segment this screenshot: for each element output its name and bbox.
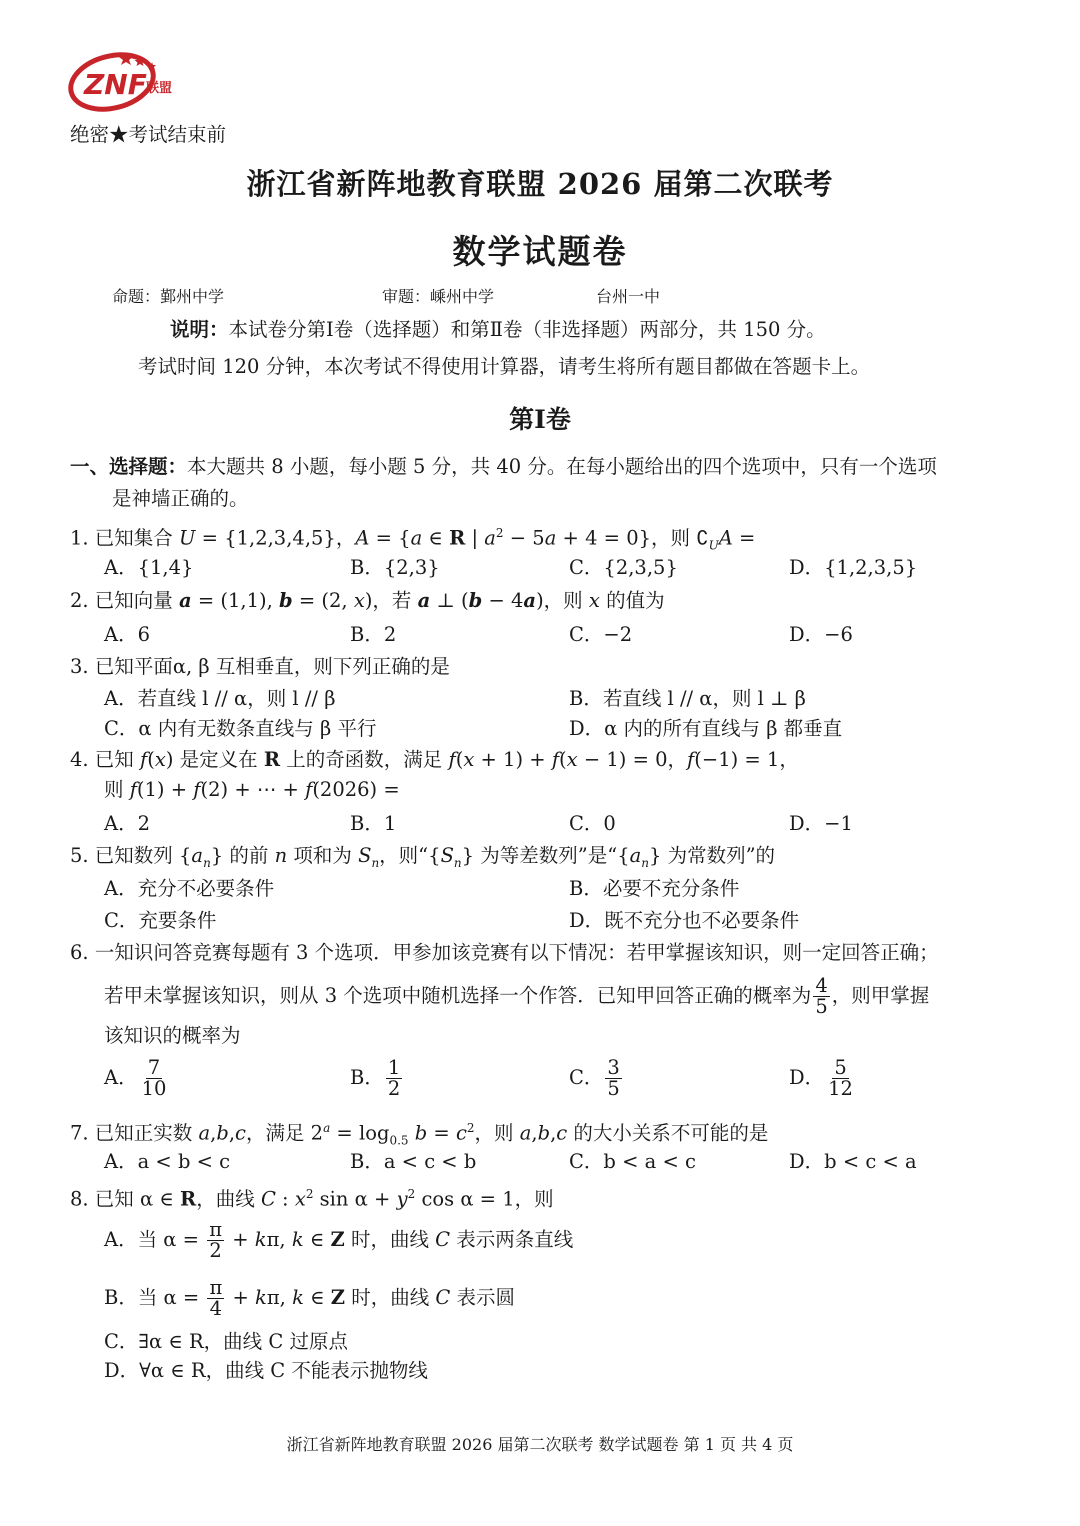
- q6-option-a[interactable]: A． $\frac{7}{10}$: [104, 1055, 167, 1100]
- q2-option-c[interactable]: C．−2: [569, 623, 633, 646]
- q4-option-b[interactable]: B．1: [350, 812, 397, 835]
- q5-option-c[interactable]: C．充要条件: [104, 909, 217, 932]
- instructions-line-2: 考试时间 120 分钟，本次考试不得使用计算器，请考生将所有题目都做在答题卡上。: [138, 355, 871, 378]
- q4-option-d[interactable]: D．−1: [789, 812, 853, 835]
- part-heading-cont: 是神墙正确的。: [112, 487, 249, 510]
- q6-stem-end: 该知识的概率为: [104, 1024, 241, 1047]
- q2-option-a[interactable]: A．6: [104, 623, 150, 646]
- instructions-line-1: 说明：本试卷分第Ⅰ卷（选择题）和第Ⅱ卷（非选择题）两部分，共 150 分。: [170, 318, 826, 341]
- q1-option-c[interactable]: C．{2,3,5}: [569, 556, 678, 579]
- svg-text:联盟: 联盟: [146, 81, 173, 96]
- q5-stem: 5. 已知数列 $\{a_n\}$ 的前 n 项和为 $S_n$，则“$\{S_n\}$ 为等差数列”是“$\{a_n\}$ 为常数列”的: [70, 844, 776, 870]
- q6-option-b[interactable]: B． $\frac{1}{2}$: [350, 1055, 401, 1100]
- q3-option-a[interactable]: A．若直线 l // α，则 l // β: [104, 687, 336, 710]
- q5-option-b[interactable]: B．必要不充分条件: [569, 877, 740, 900]
- subject-title: 数学试题卷: [452, 232, 628, 271]
- q2-option-d[interactable]: D．−6: [789, 623, 853, 646]
- page-footer: 浙江省新阵地教育联盟 2026 届第二次联考 数学试题卷 第 1 页 共 4 页: [286, 1435, 794, 1454]
- q4-option-c[interactable]: C．0: [569, 812, 616, 835]
- q4-stem-cont: 则 f(1) + f(2) + ⋯ + f(2026) =: [104, 778, 400, 801]
- confidential-label: 绝密★考试结束前: [70, 123, 227, 146]
- q6-option-c[interactable]: C． $\frac{3}{5}$: [569, 1055, 620, 1100]
- svg-text:ZNF: ZNF: [84, 68, 147, 101]
- q7-option-c[interactable]: C．b < a < c: [569, 1150, 696, 1173]
- q3-option-c[interactable]: C．α 内有无数条直线与 β 平行: [104, 717, 377, 740]
- q6-stem: 6. 一知识问答竞赛每题有 3 个选项．甲参加该竞赛有以下情况：若甲掌握该知识，则一定回答正确；: [70, 941, 939, 964]
- q8-option-a[interactable]: A．当 α = $\frac{\pi}{2}$ + kπ, k ∈ Z 时，曲线 C 表示两条直线: [104, 1217, 574, 1262]
- q1-option-d[interactable]: D．{1,2,3,5}: [789, 556, 918, 579]
- q7-stem: 7. 已知正实数 a,b,c，满足 $2^a = \log_{0.5} b = c^2$，则 a,b,c 的大小关系不可能的是: [70, 1121, 769, 1148]
- q6-stem-cont: 若甲未掌握该知识，则从 3 个选项中随机选择一个作答．已知甲回答正确的概率为 $\frac{4}{5}$ ，则甲掌握: [104, 973, 930, 1018]
- q8-option-c[interactable]: C．∃α ∈ R，曲线 C 过原点: [104, 1330, 348, 1353]
- setter: 命题：鄞州中学: [112, 287, 225, 306]
- q1-option-b[interactable]: B．{2,3}: [350, 556, 440, 579]
- reviewer-2: 台州一中: [596, 287, 661, 306]
- q8-option-d[interactable]: D．∀α ∈ R，曲线 C 不能表示抛物线: [104, 1359, 428, 1382]
- q5-option-d[interactable]: D．既不充分也不必要条件: [569, 909, 800, 932]
- q7-option-d[interactable]: D．b < c < a: [789, 1150, 917, 1173]
- q7-option-a[interactable]: A．a < b < c: [104, 1150, 231, 1173]
- q3-stem: 3. 已知平面α, β 互相垂直，则下列正确的是: [70, 655, 450, 678]
- instructions-label: 说明：: [170, 318, 229, 341]
- q4-stem: 4. 已知 f(x) 是定义在 R 上的奇函数，满足 f(x + 1) + f(x − 1) = 0，f(−1) = 1，: [70, 748, 799, 771]
- q1-option-a[interactable]: A．{1,4}: [104, 556, 194, 579]
- q2-stem: 2. 已知向量 a = (1,1), b = (2, x)，若 a ⊥ (b − 4a)，则 x 的值为: [70, 589, 665, 612]
- q4-option-a[interactable]: A．2: [104, 812, 150, 835]
- q5-option-a[interactable]: A．充分不必要条件: [104, 877, 275, 900]
- section-title: 第Ⅰ卷: [509, 405, 571, 434]
- q2-option-b[interactable]: B．2: [350, 623, 397, 646]
- reviewer: 审题：嵊州中学: [382, 287, 495, 306]
- part-heading: 一、选择题：本大题共 8 小题，每小题 5 分，共 40 分。在每小题给出的四个选项中，只有一个选项: [70, 455, 937, 478]
- q7-option-b[interactable]: B．a < c < b: [350, 1150, 477, 1173]
- q8-stem: 8. 已知 α ∈ R，曲线 C : $x^2$ $\sin \alpha + y^2$ cos α = 1，则: [70, 1187, 554, 1211]
- q3-option-b[interactable]: B．若直线 l // α，则 l ⊥ β: [569, 687, 806, 710]
- q8-option-b[interactable]: B．当 α = $\frac{\pi}{4}$ + kπ, k ∈ Z 时，曲线 C 表示圆: [104, 1275, 516, 1320]
- q3-option-d[interactable]: D．α 内的所有直线与 β 都垂直: [569, 717, 843, 740]
- znf-logo: [66, 46, 178, 118]
- q1-stem: 1. 已知集合 U = {1,2,3,4,5}，A = {a ∈ R | $a^2 - 5a + 4 = 0$}，则 $∁_UA$ =: [70, 526, 756, 553]
- q6-probability: $\frac{4}{5}$: [815, 973, 828, 1018]
- exam-title: 浙江省新阵地教育联盟 2026 届第二次联考: [246, 167, 834, 201]
- q6-option-d[interactable]: D． $\frac{5}{12}$: [789, 1055, 853, 1100]
